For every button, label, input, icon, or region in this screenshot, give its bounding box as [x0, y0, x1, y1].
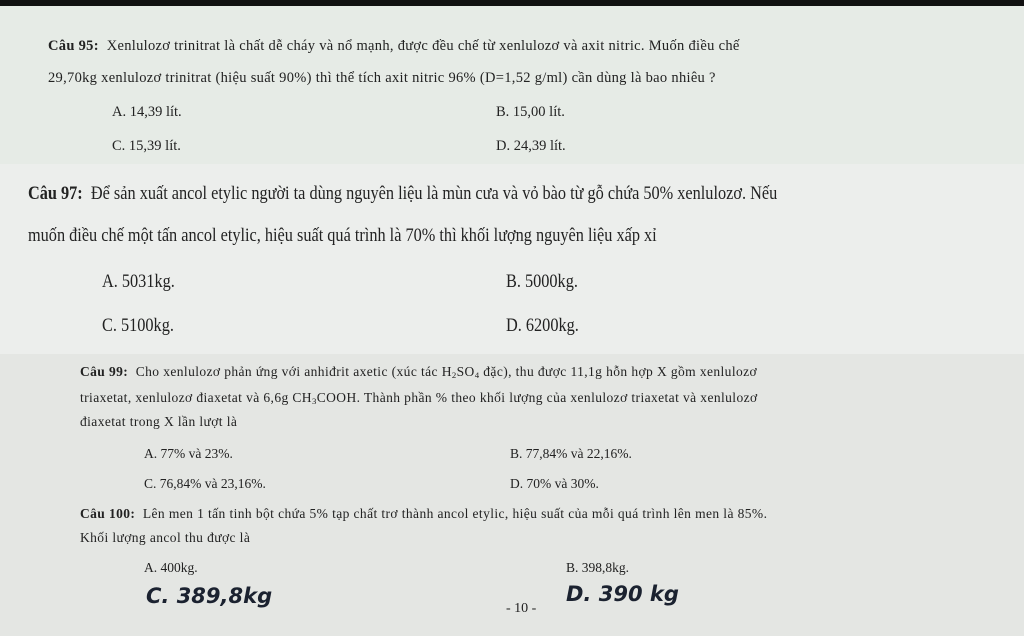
q95-text-1: Xenlulozơ trinitrat là chất dễ cháy và nổ mạnh, được đều chế từ xenlulozơ và axit nitric. Muốn điều chế [106, 38, 740, 54]
q95-option-a: A. 14,39 lít. [112, 104, 182, 120]
q97-label: Câu 97: [28, 184, 83, 204]
q97-option-c: C. 5100kg. [102, 316, 174, 336]
q95-option-b: B. 15,00 lít. [496, 104, 565, 120]
q97-line2: muốn điều chế một tấn ancol etylic, hiệu suất quá trình là 70% thì khối lượng nguyên liệu xấp xỉ [28, 226, 657, 246]
q99-label: Câu 99: [80, 364, 129, 379]
q99-option-a: A. 77% và 23%. [144, 446, 233, 461]
q99-text-2b: COOH. Thành phần % theo khối lượng của xenlulozơ triaxetat và xenlulozơ [316, 390, 758, 405]
q100-option-b: B. 398,8kg. [566, 560, 630, 575]
q97-option-d: D. 6200kg. [506, 316, 579, 336]
q95-label: Câu 95: [48, 38, 99, 54]
q99-line1 [80, 364, 757, 380]
q95-line2: 29,70kg xenlulozơ trinitrat (hiệu suất 90%) thì thể tích axit nitric 96% (D=1,52 g/ml) cần dùng là bao nhiêu ? [48, 70, 716, 86]
question-99-100-strip [0, 354, 1024, 636]
page-number: - 10 - [506, 601, 537, 616]
q95-line1 [48, 38, 740, 55]
q100-option-d-handwritten: D. 390 kg [566, 582, 679, 606]
q97-option-b: B. 5000kg. [506, 272, 578, 292]
q100-line1 [80, 506, 767, 522]
q99-sub-3: 3 [311, 396, 317, 406]
q100-option-a: A. 400kg. [144, 560, 198, 575]
q99-line3: điaxetat trong X lần lượt là [80, 414, 238, 429]
top-border [0, 0, 1024, 6]
q100-option-c-handwritten: C. 389,8kg [146, 584, 273, 608]
q99-option-c: C. 76,84% và 23,16%. [144, 476, 266, 491]
question-97-strip [0, 164, 1024, 354]
q97-text-1: Để sản xuất ancol etylic người ta dùng nguyên liệu là mùn cưa và vỏ bào từ gỗ chứa 50% xenlulozơ. Nếu [90, 184, 778, 204]
q99-option-d: D. 70% và 30%. [510, 476, 599, 491]
q99-text-1a: Cho xenlulozơ phản ứng với anhiđrit axetic (xúc tác H [135, 364, 452, 379]
q100-text-1: Lên men 1 tấn tinh bột chứa 5% tạp chất trơ thành ancol etylic, hiệu suất của mỗi quá trình lên men là 85%. [142, 506, 768, 521]
q97-line1 [28, 184, 777, 205]
q100-line2: Khối lượng ancol thu được là [80, 530, 251, 545]
q100-label: Câu 100: [80, 506, 136, 521]
q95-option-c: C. 15,39 lít. [112, 138, 181, 154]
q99-sub-2: 4 [474, 370, 480, 380]
q99-text-1b: SO [456, 364, 475, 379]
q95-option-d: D. 24,39 lít. [496, 138, 566, 154]
q97-option-a: A. 5031kg. [102, 272, 175, 292]
question-95-strip [0, 0, 1024, 164]
q99-sub-1: 2 [451, 370, 457, 380]
q99-option-b: B. 77,84% và 22,16%. [510, 446, 632, 461]
q99-text-1c: đặc), thu được 11,1g hỗn hợp X gồm xenlulozơ [479, 364, 758, 379]
q99-text-2a: triaxetat, xenlulozơ điaxetat và 6,6g CH [80, 390, 312, 405]
q99-line2 [80, 390, 758, 406]
